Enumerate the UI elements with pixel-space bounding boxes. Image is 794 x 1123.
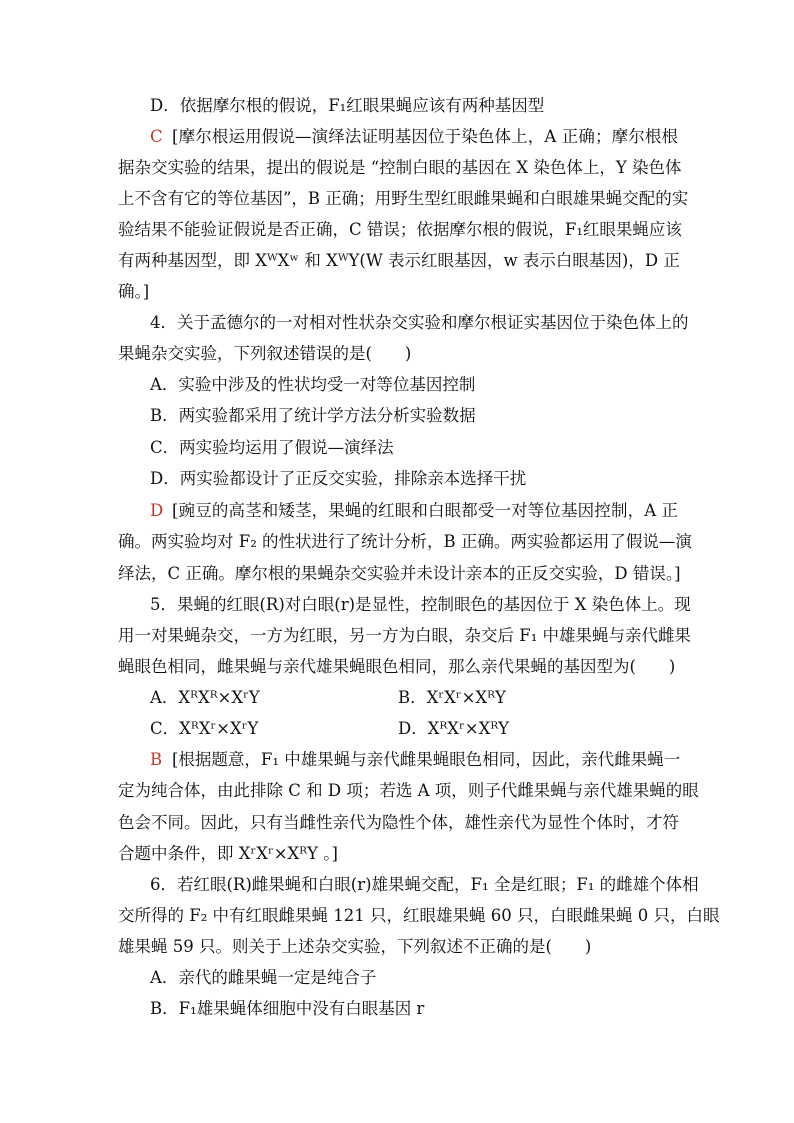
q4-option-c: C．两实验均运用了假说—演绎法 <box>150 438 394 457</box>
q5-option-b: B．XʳXʳ×XᴿY <box>398 688 506 707</box>
q3-explanation-text: [摩尔根运用假说—演绎法证明基因位于染色体上，A 正确；摩尔根根 <box>172 127 678 146</box>
q4-option-a: A．实验中涉及的性状均受一对等位基因控制 <box>150 375 476 394</box>
q3-option-d: D．依据摩尔根的假说，F₁红眼果蝇应该有两种基因型 <box>150 96 545 115</box>
q5-explanation-line: 色会不同。因此，只有当雌性亲代为隐性个体，雄性亲代为显性个体时，才符 <box>118 813 679 832</box>
q4-explanation-line: 绎法，C 正确。摩尔根的果蝇杂交实验并未设计亲本的正反交实验，D 错误。] <box>118 564 681 583</box>
q5-option-c: C．XᴿXʳ×XʳY <box>150 719 259 738</box>
q4-answer: D <box>150 501 164 520</box>
q5-option-d: D．XᴿXʳ×XᴿY <box>398 719 510 738</box>
q3-explanation-line: 验结果不能验证假说是否正确，C 错误；依据摩尔根的假说，F₁红眼果蝇应该 <box>118 220 682 239</box>
q3-explanation-line: 据杂交实验的结果，提出的假说是 “控制白眼的基因在 X 染色体上，Y 染色体 <box>118 158 682 177</box>
q3-answer: C <box>150 127 163 146</box>
q5-explanation-line <box>150 745 681 775</box>
q6-stem-line: 交所得的 F₂ 中有红眼雌果蝇 121 只，红眼雄果蝇 60 只，白眼雌果蝇 0 只，白眼 <box>118 906 720 925</box>
q3-explanation-line: 有两种基因型，即 XᵂXʷ 和 XᵂY(W 表示红眼基因，w 表示白眼基因)，D 正 <box>118 251 680 270</box>
q5-explanation-line: 定为纯合体，由此排除 C 和 D 项；若选 A 项，则子代雌果蝇与亲代雄果蝇的眼 <box>118 781 699 800</box>
q4-explanation-text: [豌豆的高茎和矮茎，果蝇的红眼和白眼都受一对等位基因控制，A 正 <box>172 501 678 520</box>
q6-option-a: A．亲代的雌果蝇一定是纯合子 <box>150 968 377 987</box>
q5-stem-line: 蝇眼色相同，雌果蝇与亲代雄果蝇眼色相同，那么亲代果蝇的基因型为( ) <box>118 657 676 676</box>
q4-option-b: B．两实验都采用了统计学方法分析实验数据 <box>150 406 476 425</box>
q5-stem-line: 5．果蝇的红眼(R)对白眼(r)是显性，控制眼色的基因位于 X 染色体上。现 <box>150 595 691 614</box>
q6-option-b: B．F₁雄果蝇体细胞中没有白眼基因 r <box>150 999 425 1018</box>
q5-stem-line: 用一对果蝇杂交，一方为红眼，另一方为白眼，杂交后 F₁ 中雄果蝇与亲代雌果 <box>118 626 692 645</box>
q4-option-d: D．两实验都设计了正反交实验，排除亲本选择干扰 <box>150 469 527 488</box>
q5-answer: B <box>150 750 163 769</box>
q4-stem-line: 4．关于孟德尔的一对相对性状杂交实验和摩尔根证实基因位于染色体上的 <box>150 313 689 332</box>
q5-explanation-line: 合题中条件，即 XʳXʳ×XᴿY 。] <box>118 844 338 863</box>
q3-explanation-line <box>150 122 678 152</box>
q5-option-a: A．XᴿXᴿ×XʳY <box>150 688 260 707</box>
q6-stem-line: 6．若红眼(R)雌果蝇和白眼(r)雄果蝇交配，F₁ 全是红眼；F₁ 的雌雄个体相 <box>150 875 699 894</box>
q4-explanation-line: 确。两实验均对 F₂ 的性状进行了统计分析，B 正确。两实验都运用了假说—演 <box>118 532 692 551</box>
q6-stem-line: 雄果蝇 59 只。则关于上述杂交实验，下列叙述不正确的是( ) <box>118 937 592 956</box>
q3-explanation-line: 确。] <box>118 282 150 301</box>
q3-explanation-line: 上不含有它的等位基因”，B 正确；用野生型红眼雌果蝇和白眼雄果蝇交配的实 <box>118 189 689 208</box>
q4-explanation-line <box>150 496 678 526</box>
q4-stem-line: 果蝇杂交实验，下列叙述错误的是( ) <box>118 344 412 363</box>
q5-explanation-text: [根据题意，F₁ 中雄果蝇与亲代雌果蝇眼色相同，因此，亲代雌果蝇一 <box>172 750 681 769</box>
